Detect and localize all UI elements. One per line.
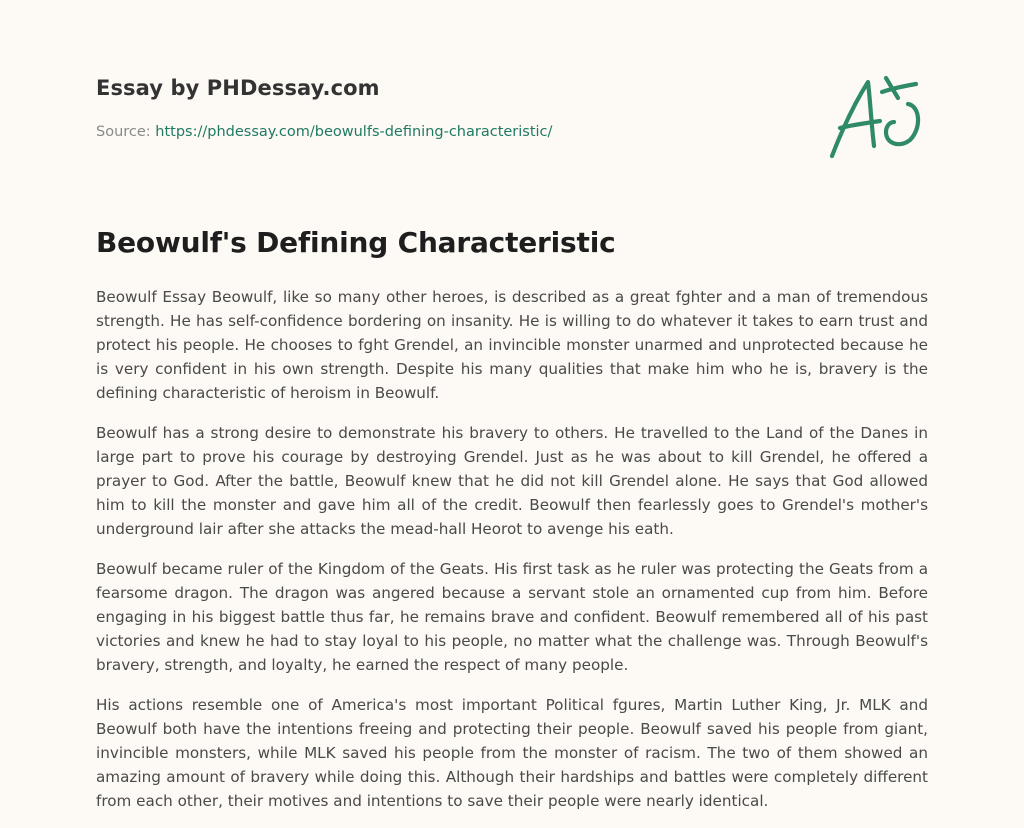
page-header (96, 74, 928, 184)
site-title: Essay by PHDessay.com (96, 76, 380, 100)
a-plus-grade-logo-icon (824, 68, 928, 164)
source-link[interactable]: https://phdessay.com/beowulfs-defining-characteristic/ (155, 124, 553, 140)
essay-paragraph: Beowulf Essay Beowulf, like so many other heroes, is described as a great fghter and a man of tremendous strength. He has self-confidence bordering on insanity. He is willing to do whatever it takes to earn trust and protect his people. He chooses to fght Grendel, an invincible monster unarmed and unprotected because he is very confident in his own strength. Despite his many qualities that make him who he is, bravery is the defining characteristic of heroism in Beowulf. (96, 288, 928, 402)
essay-body (96, 285, 928, 828)
essay-title: Beowulf's Defining Characteristic (96, 226, 616, 259)
essay-paragraph: Beowulf became ruler of the Kingdom of the Geats. His first task as he ruler was protecting the Geats from a fearsome dragon. The dragon was angered because a servant stole an ornamented cup from him. Before engaging in his biggest battle thus far, he remains brave and confident. Beowulf remembered all of his past victories and knew he had to stay loyal to his people, no matter what the challenge was. Through Beowulf's bravery, strength, and loyalty, he earned the respect of many people. (96, 560, 928, 674)
source-line (96, 124, 552, 140)
essay-paragraph: His actions resemble one of America's most important Political fgures, Martin Luther King, Jr. MLK and Beowulf both have the intentions freeing and protecting their people. Beowulf saved his people from giant, invincible monsters, while MLK saved his people from the monster of racism. The two of them showed an amazing amount of bravery while doing this. Although their hardships and battles were completely different from each other, their motives and intentions to save their people were nearly identical. (96, 696, 928, 810)
essay-paragraph: Beowulf has a strong desire to demonstrate his bravery to others. He travelled to the Land of the Danes in large part to prove his courage by destroying Grendel. Just as he was about to kill Grendel, he offered a prayer to God. After the battle, Beowulf knew that he did not kill Grendel alone. He says that God allowed him to kill the monster and gave him all of the credit. Beowulf then fearlessly goes to Grendel's mother's underground lair after she attacks the mead-hall Heorot to avenge his eath. (96, 424, 928, 538)
source-label: Source: (96, 124, 156, 140)
